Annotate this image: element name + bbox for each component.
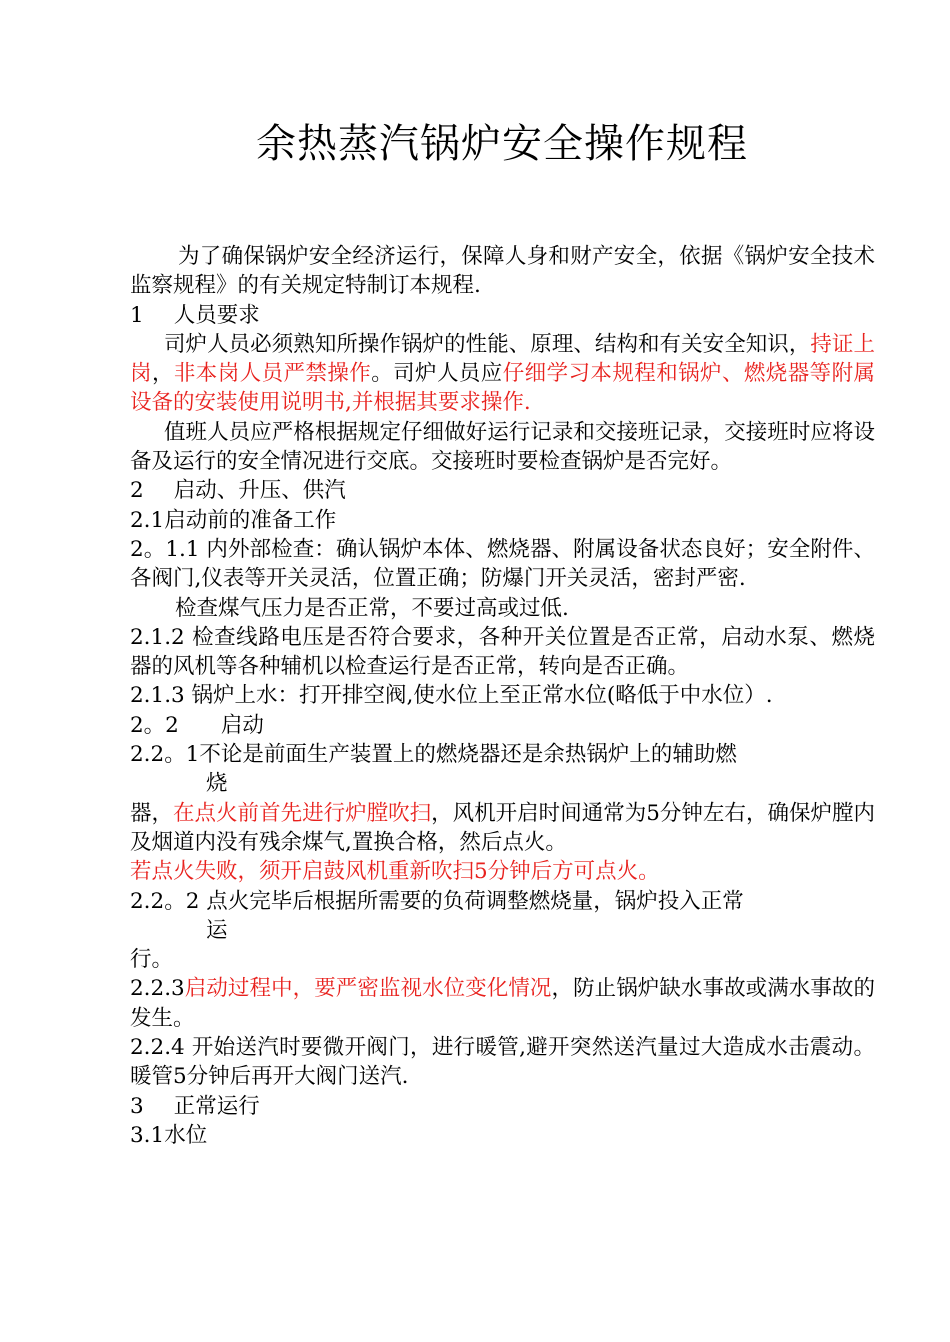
subsection-2-2-1-line2: 烧	[206, 771, 228, 797]
subsection-3-1: 3.1水位	[130, 1122, 208, 1148]
paragraph-personnel: 司炉人员必须熟知所操作锅炉的性能、原理、结构和有关安全知识，持证上岗，非本岗人员严禁操作。司炉人员应仔细学习本规程和锅炉、燃烧器等附属设备的安装使用说明书,并根据其要求操作.	[130, 331, 875, 416]
subsection-2-1-2: 2.1.2 检查线路电压是否符合要求，各种开关位置是否正常，启动水泵、燃烧器的风机等各种辅机以检查运行是否正常，转向是否正确。	[130, 624, 875, 680]
subsection-2-1: 2.1启动前的准备工作	[130, 507, 337, 533]
subsection-2-2-3: 2.2.3启动过程中，要严密监视水位变化情况，防止锅炉缺水事故或满水事故的发生。	[130, 976, 875, 1031]
subsection-2-2-heading: 2。2 启动	[130, 712, 264, 738]
subsection-2-2-1-body: 器，在点火前首先进行炉膛吹扫，风机开启时间通常为5分钟左右，确保炉膛内及烟道内没有残余煤气,置换合格，然后点火。	[130, 800, 875, 855]
subsection-2-1-3: 2.1.3 锅炉上水：打开排空阀,使水位上至正常水位(略低于中水位）.	[130, 683, 773, 709]
document-body	[130, 242, 875, 1150]
paragraph-shift-records: 值班人员应严格根据规定仔细做好运行记录和交接班记录，交接班时应将设备及运行的安全情况进行交底。交接班时要检查锅炉是否完好。	[130, 419, 875, 475]
document-title: 余热蒸汽锅炉安全操作规程	[256, 121, 748, 167]
highlight-purge: 在点火前首先进行炉膛吹扫	[173, 800, 432, 826]
subsection-2-1-1: 2。1.1 内外部检查：确认锅炉本体、燃烧器、附属设备状态良好；安全附件、各阀门,仪表等开关灵活，位置正确；防爆门开关灵活，密封严密.	[130, 536, 875, 592]
subsection-2-2-1-line1: 2.2。1不论是前面生产装置上的燃烧器还是余热锅炉上的辅助燃	[130, 742, 737, 768]
section-3-heading: 3 正常运行	[130, 1093, 260, 1119]
subsection-2-2-2-line1: 2.2。2 点火完毕后根据所需要的负荷调整燃烧量，锅炉投入正常	[130, 888, 744, 914]
subsection-2-1-1-gas: 检查煤气压力是否正常，不要过高或过低.	[175, 595, 569, 621]
highlight-water-level: 启动过程中，要严密监视水位变化情况	[184, 976, 552, 1002]
subsection-2-2-2-line2: 运	[206, 917, 228, 943]
subsection-2-2-2-line3: 行。	[130, 947, 174, 973]
highlight-certified: 持证上岗	[130, 331, 875, 387]
subsection-2-2-4: 2.2.4 开始送汽时要微开阀门，进行暖管,避开突然送汽量过大造成水击震动。暖管5分钟后再开大阀门送汽.	[130, 1035, 875, 1090]
highlight-ignition-failure: 若点火失败，须开启鼓风机重新吹扫5分钟后方可点火。	[130, 859, 660, 885]
highlight-study-manual: 仔细学习本规程和锅炉、燃烧器等附属设备的安装使用说明书,并根据其要求操作.	[130, 361, 875, 416]
intro-paragraph: 为了确保锅炉安全经济运行，保障人身和财产安全，依据《锅炉安全技术监察规程》的有关规定特制订本规程.	[130, 244, 875, 299]
section-1-heading: 1 人员要求	[130, 302, 260, 328]
section-2-heading: 2 启动、升压、供汽	[130, 478, 346, 504]
highlight-no-unauthorized: 非本岗人员严禁操作	[173, 361, 372, 387]
